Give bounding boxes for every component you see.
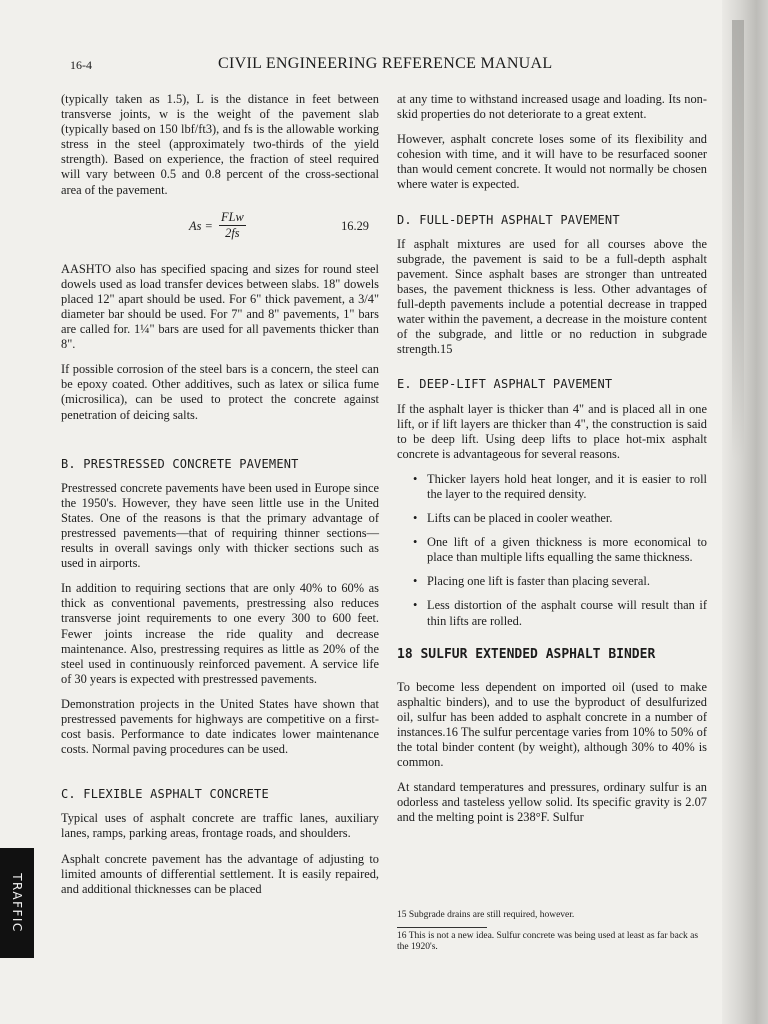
chapter-tab (0, 848, 34, 958)
paragraph: Demonstration projects in the United States have shown that prestressed pavements for highways are competitive on a first-cost basis. Performance to date indicates lower maintenance costs. Normal paving procedures can be used. (61, 696, 379, 757)
section-heading-d: D. FULL-DEPTH ASPHALT PAVEMENT (397, 212, 620, 227)
paragraph: If the asphalt layer is thicker than 4" and is placed all in one lift, or if lift layers are thicker than 4", the construction is said to be deep lift. Using deep lifts to place hot-mix asphalt concrete is advantageous for several reasons. (397, 401, 707, 461)
paragraph: If asphalt mixtures are used for all courses above the subgrade, the pavement is said to be a full-depth asphalt pavement. Since asphalt bases are stronger than untreated bases, the pavement thickness is less. Other advantages of full-depth pavements include a potential decrease in trapped water within the pavement, a decrease in the moisture content of the subgrade, and little or no reduction in subgrade strength.15 (397, 236, 707, 357)
footnote-15: 15 Subgrade drains are still required, however. (397, 910, 575, 920)
paragraph: However, asphalt concrete loses some of its flexibility and cohesion with time, and it will have to be resurfaced sooner than would cement concrete. It would not normally be chosen where water is expected. (397, 132, 707, 192)
page-edge-shadow (722, 0, 768, 1024)
paragraph: Asphalt concrete pavement has the advantage of adjusting to limited amounts of differential settlement. It is easily repaired, and additional thicknesses can be placed (61, 851, 379, 896)
paragraph: AASHTO also has specified spacing and sizes for round steel dowels used as load transfer devices between slabs. 18" dowels placed 12" apart should be used. For 6" thick pavement, a 3/4" diameter bar should be used. For 7" and 8" pavements, 1" bars are called for. 1¼" bars are used for all pavements thicker than 8". (61, 261, 379, 352)
equation-lhs: As = (189, 218, 213, 233)
page-header (70, 55, 710, 82)
equation-fraction (219, 210, 246, 241)
chapter-tab-label: TRAFFIC (10, 873, 24, 933)
paragraph: at any time to withstand increased usage and loading. Its non-skid properties do not deteriorate to a great extent. (397, 92, 707, 122)
list-item: • Placing one lift is faster than placing several. (427, 574, 707, 589)
paragraph: Prestressed concrete pavements have been used in Europe since the 1950's. However, they have seen little use in the United States. One of the reasons is that the primary advantage of prestressed pavements—that of requiring thinner sections—results in overall savings only with thicker sections such as used in airports. (61, 480, 379, 571)
bullet-list (397, 472, 707, 629)
equation-denominator: 2fs (225, 225, 240, 240)
footnote-divider (397, 927, 487, 928)
section-heading-c: C. FLEXIBLE ASPHALT CONCRETE (61, 787, 269, 802)
list-item: • Thicker layers hold heat longer, and it is easier to roll the layer to the required density. (427, 472, 707, 502)
footnotes (397, 910, 707, 959)
paragraph: At standard temperatures and pressures, ordinary sulfur is an odorless and tasteless yellow solid. Its specific gravity is 2.07 and the melting point is 238°F. Sulfur (397, 780, 707, 825)
paragraph: (typically taken as 1.5), L is the distance in feet between transverse joints, w is the weight of the pavement slab (typically based on 150 lbf/ft3), and fs is the allowable working stress in the steel (approximately two-thirds of the yield strength). Based on experience, the fraction of steel required will vary between 0.5 and 0.8 percent of the cross-sectional area of the pavement. (61, 92, 379, 197)
equation-numerator: FLw (219, 210, 246, 226)
list-item: • One lift of a given thickness is more economical to place than multiple lifts equalling the same thickness. (427, 535, 707, 565)
section-heading-b: B. PRESTRESSED CONCRETE PAVEMENT (61, 456, 299, 471)
footnote-16: 16 This is not a new idea. Sulfur concrete was being used at least as far back as the 1920's. (397, 931, 699, 952)
section-heading-e: E. DEEP-LIFT ASPHALT PAVEMENT (397, 377, 613, 392)
paragraph: Typical uses of asphalt concrete are traffic lanes, auxiliary lanes, ramps, parking areas, frontage roads, and shoulders. (61, 811, 379, 841)
left-column (61, 92, 379, 907)
list-item: • Lifts can be placed in cooler weather. (427, 511, 707, 526)
right-column (397, 92, 707, 835)
running-title: CIVIL ENGINEERING REFERENCE MANUAL (218, 55, 553, 72)
equation-number: 16.29 (341, 218, 369, 233)
section-heading-18: 18 SULFUR EXTENDED ASPHALT BINDER (397, 646, 656, 662)
paragraph: To become less dependent on imported oil (used to make asphaltic binders), and to use the byproduct of desulfurized oil, sulfur has been added to asphalt concrete in a number of instances.16 The sulfur percentage varies from 10% to 50% of the total binder content (by weight), although 30% to 40% is common. (397, 679, 707, 770)
paragraph: If possible corrosion of the steel bars is a concern, the steel can be epoxy coated. Other additives, such as latex or silica fume (microsilica), can be used to protect the concrete against penetration of deicing salts. (61, 362, 379, 422)
page-number: 16-4 (70, 58, 92, 72)
equation-16-29 (61, 208, 379, 248)
page-edge-shading (732, 20, 744, 460)
paragraph: In addition to requiring sections that are only 40% to 60% as thick as conventional pavements, prestressing also reduces transverse joint requirements to one every 300 to 600 feet. Fewer joints increase the ride quality and decrease maintenance. Also, prestressing requires as little as 20% of the steel used in continuously reinforced pavement. A service life of 30 years is expected with prestressed pavements. (61, 581, 379, 686)
list-item: • Less distortion of the asphalt course will result than if thin lifts are rolled. (427, 598, 707, 628)
